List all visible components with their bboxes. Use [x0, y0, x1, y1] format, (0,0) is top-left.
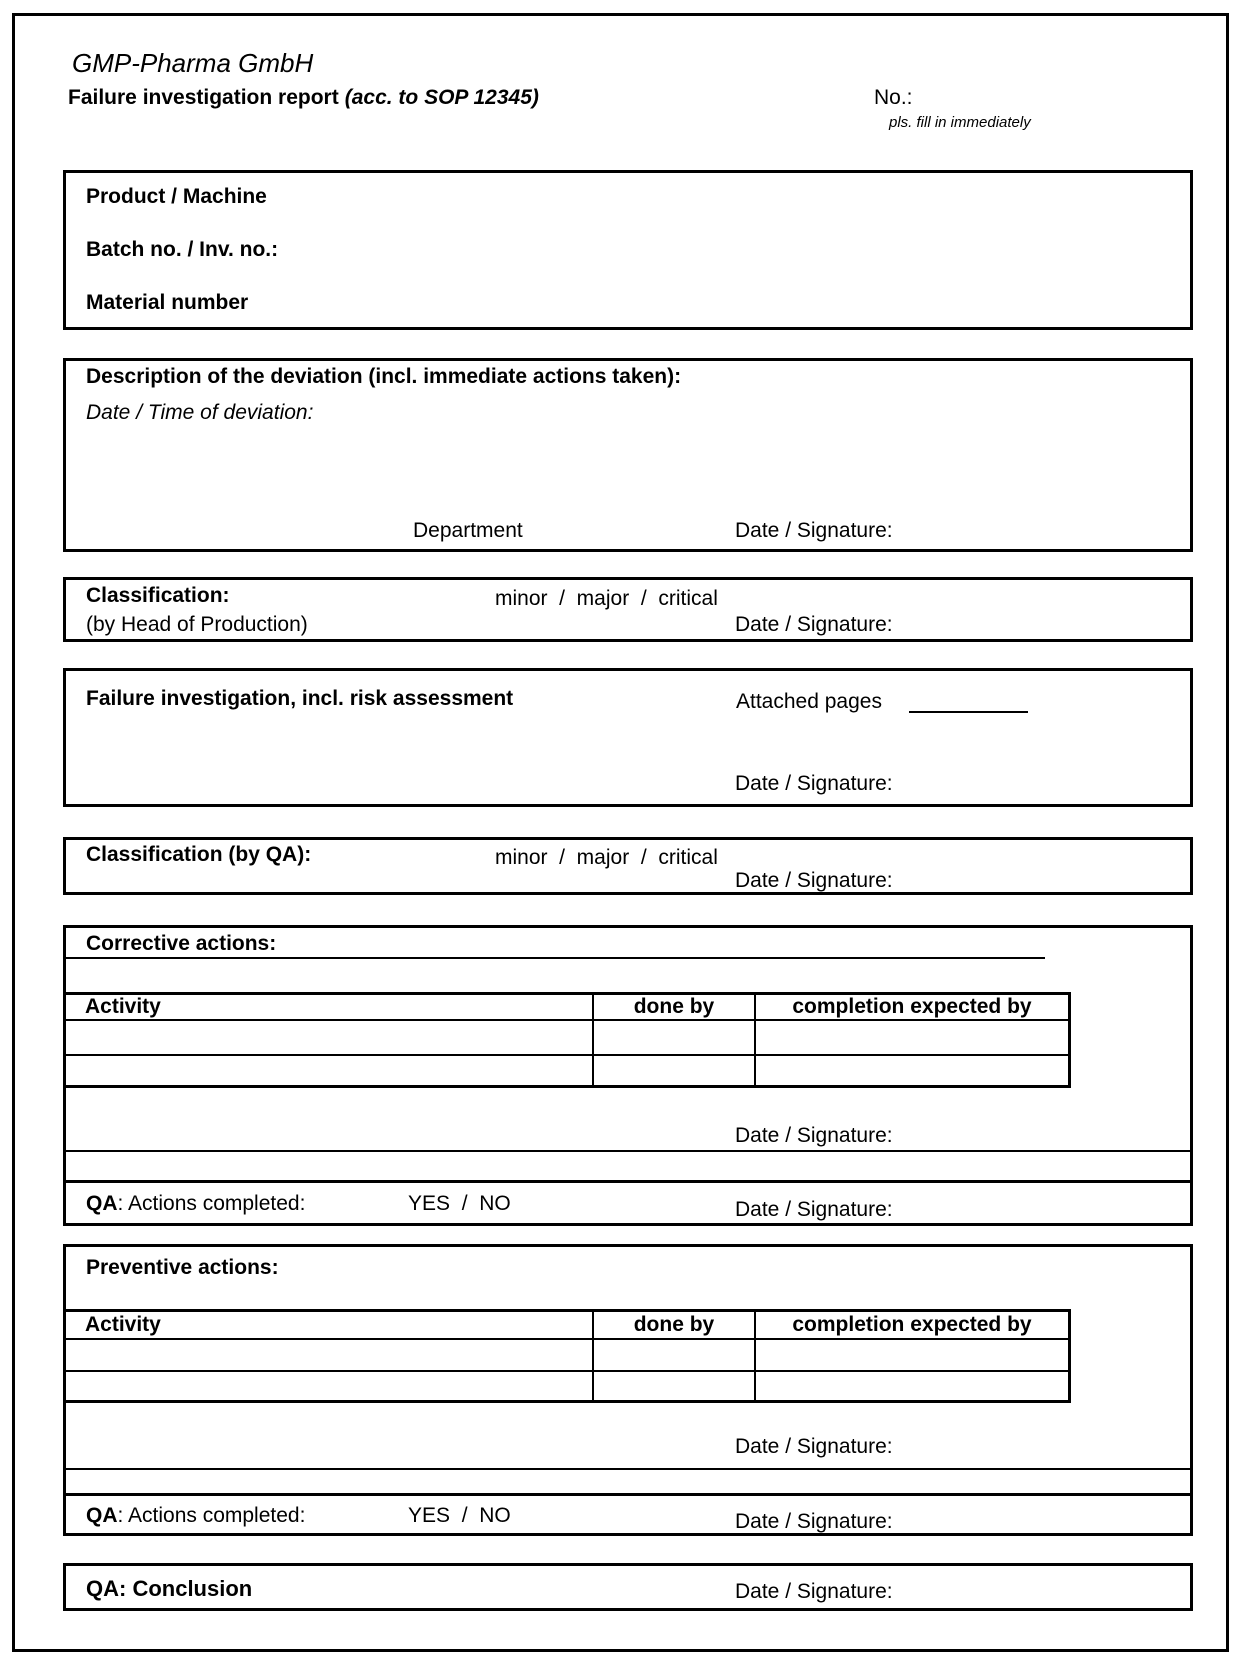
department-label: Department	[413, 519, 523, 542]
attached-pages-blank	[909, 687, 1028, 713]
material-number-label: Material number	[86, 291, 249, 314]
qa-classification-heading: Classification (by QA):	[86, 843, 312, 866]
done-by-cell	[593, 1020, 755, 1055]
qa-actions-completed-label	[86, 1504, 305, 1528]
date-signature-label: Date / Signature:	[735, 869, 893, 892]
qa-classification-box	[63, 837, 1193, 895]
column-header-activity: Activity	[66, 994, 593, 1021]
product-box	[63, 170, 1193, 330]
deviation-description-heading: Description of the deviation (incl. immediate actions taken):	[86, 365, 682, 388]
table-row	[66, 1020, 1070, 1055]
classification-options: minor / major / critical	[495, 846, 718, 869]
column-header-activity: Activity	[66, 1311, 593, 1339]
date-signature-label: Date / Signature:	[735, 1198, 893, 1221]
report-title-text: Failure investigation report	[68, 86, 339, 109]
qa-label: QA	[86, 1504, 118, 1527]
corrective-actions-table	[66, 992, 1071, 1088]
date-signature-label: Date / Signature:	[735, 1580, 893, 1603]
separator-line	[66, 1180, 1190, 1183]
classification-box	[63, 577, 1193, 642]
corrective-actions-box	[63, 925, 1193, 1226]
table-header-row	[66, 994, 1070, 1021]
deviation-description-box	[63, 358, 1193, 552]
date-signature-label: Date / Signature:	[735, 519, 893, 542]
preventive-actions-heading: Preventive actions:	[86, 1256, 279, 1279]
activity-cell	[66, 1339, 593, 1371]
table-row	[66, 1055, 1070, 1086]
date-signature-label: Date / Signature:	[735, 1510, 893, 1533]
report-number-label: No.:	[874, 86, 913, 109]
date-time-of-deviation-label: Date / Time of deviation:	[86, 401, 314, 424]
completion-cell	[755, 1371, 1070, 1402]
actions-completed-label: : Actions completed:	[117, 1192, 306, 1215]
activity-cell	[66, 1055, 593, 1086]
separator-line	[66, 1493, 1190, 1496]
column-header-done-by: done by	[593, 1311, 755, 1339]
heading-underline	[66, 957, 1045, 959]
done-by-cell	[593, 1371, 755, 1402]
qa-actions-completed-label	[86, 1192, 305, 1216]
qa-label: QA	[86, 1192, 118, 1215]
batch-inv-label: Batch no. / Inv. no.:	[86, 238, 279, 261]
classification-heading: Classification:	[86, 584, 230, 607]
fill-in-note: pls. fill in immediately	[889, 114, 1031, 131]
column-header-completion-expected-by: completion expected by	[755, 1311, 1070, 1339]
corrective-actions-heading: Corrective actions:	[86, 932, 277, 955]
failure-investigation-box	[63, 668, 1193, 807]
done-by-cell	[593, 1339, 755, 1371]
date-signature-label: Date / Signature:	[735, 1124, 893, 1147]
date-signature-label: Date / Signature:	[735, 772, 893, 795]
attached-pages-label: Attached pages	[736, 690, 882, 713]
product-machine-label: Product / Machine	[86, 185, 267, 208]
completion-cell	[755, 1020, 1070, 1055]
yes-no-options: YES / NO	[408, 1504, 511, 1527]
separator-line	[66, 1468, 1190, 1470]
report-title	[68, 86, 539, 110]
table-row	[66, 1371, 1070, 1402]
column-header-completion-expected-by: completion expected by	[755, 994, 1070, 1021]
activity-cell	[66, 1020, 593, 1055]
qa-conclusion-box	[63, 1563, 1193, 1611]
done-by-cell	[593, 1055, 755, 1086]
column-header-done-by: done by	[593, 994, 755, 1021]
qa-conclusion-heading: QA: Conclusion	[86, 1576, 253, 1601]
separator-line	[66, 1150, 1190, 1152]
preventive-actions-table	[66, 1309, 1071, 1403]
by-head-of-production-label: (by Head of Production)	[86, 613, 308, 636]
completion-cell	[755, 1055, 1070, 1086]
preventive-actions-box	[63, 1244, 1193, 1536]
actions-completed-label: : Actions completed:	[117, 1504, 306, 1527]
date-signature-label: Date / Signature:	[735, 613, 893, 636]
table-header-row	[66, 1311, 1070, 1339]
table-row	[66, 1339, 1070, 1371]
activity-cell	[66, 1371, 593, 1402]
date-signature-label: Date / Signature:	[735, 1435, 893, 1458]
yes-no-options: YES / NO	[408, 1192, 511, 1215]
failure-investigation-heading: Failure investigation, incl. risk assessment	[86, 687, 514, 710]
completion-cell	[755, 1339, 1070, 1371]
company-name: GMP-Pharma GmbH	[72, 48, 314, 78]
sop-reference: (acc. to SOP 12345)	[344, 86, 539, 109]
classification-options: minor / major / critical	[495, 587, 718, 610]
